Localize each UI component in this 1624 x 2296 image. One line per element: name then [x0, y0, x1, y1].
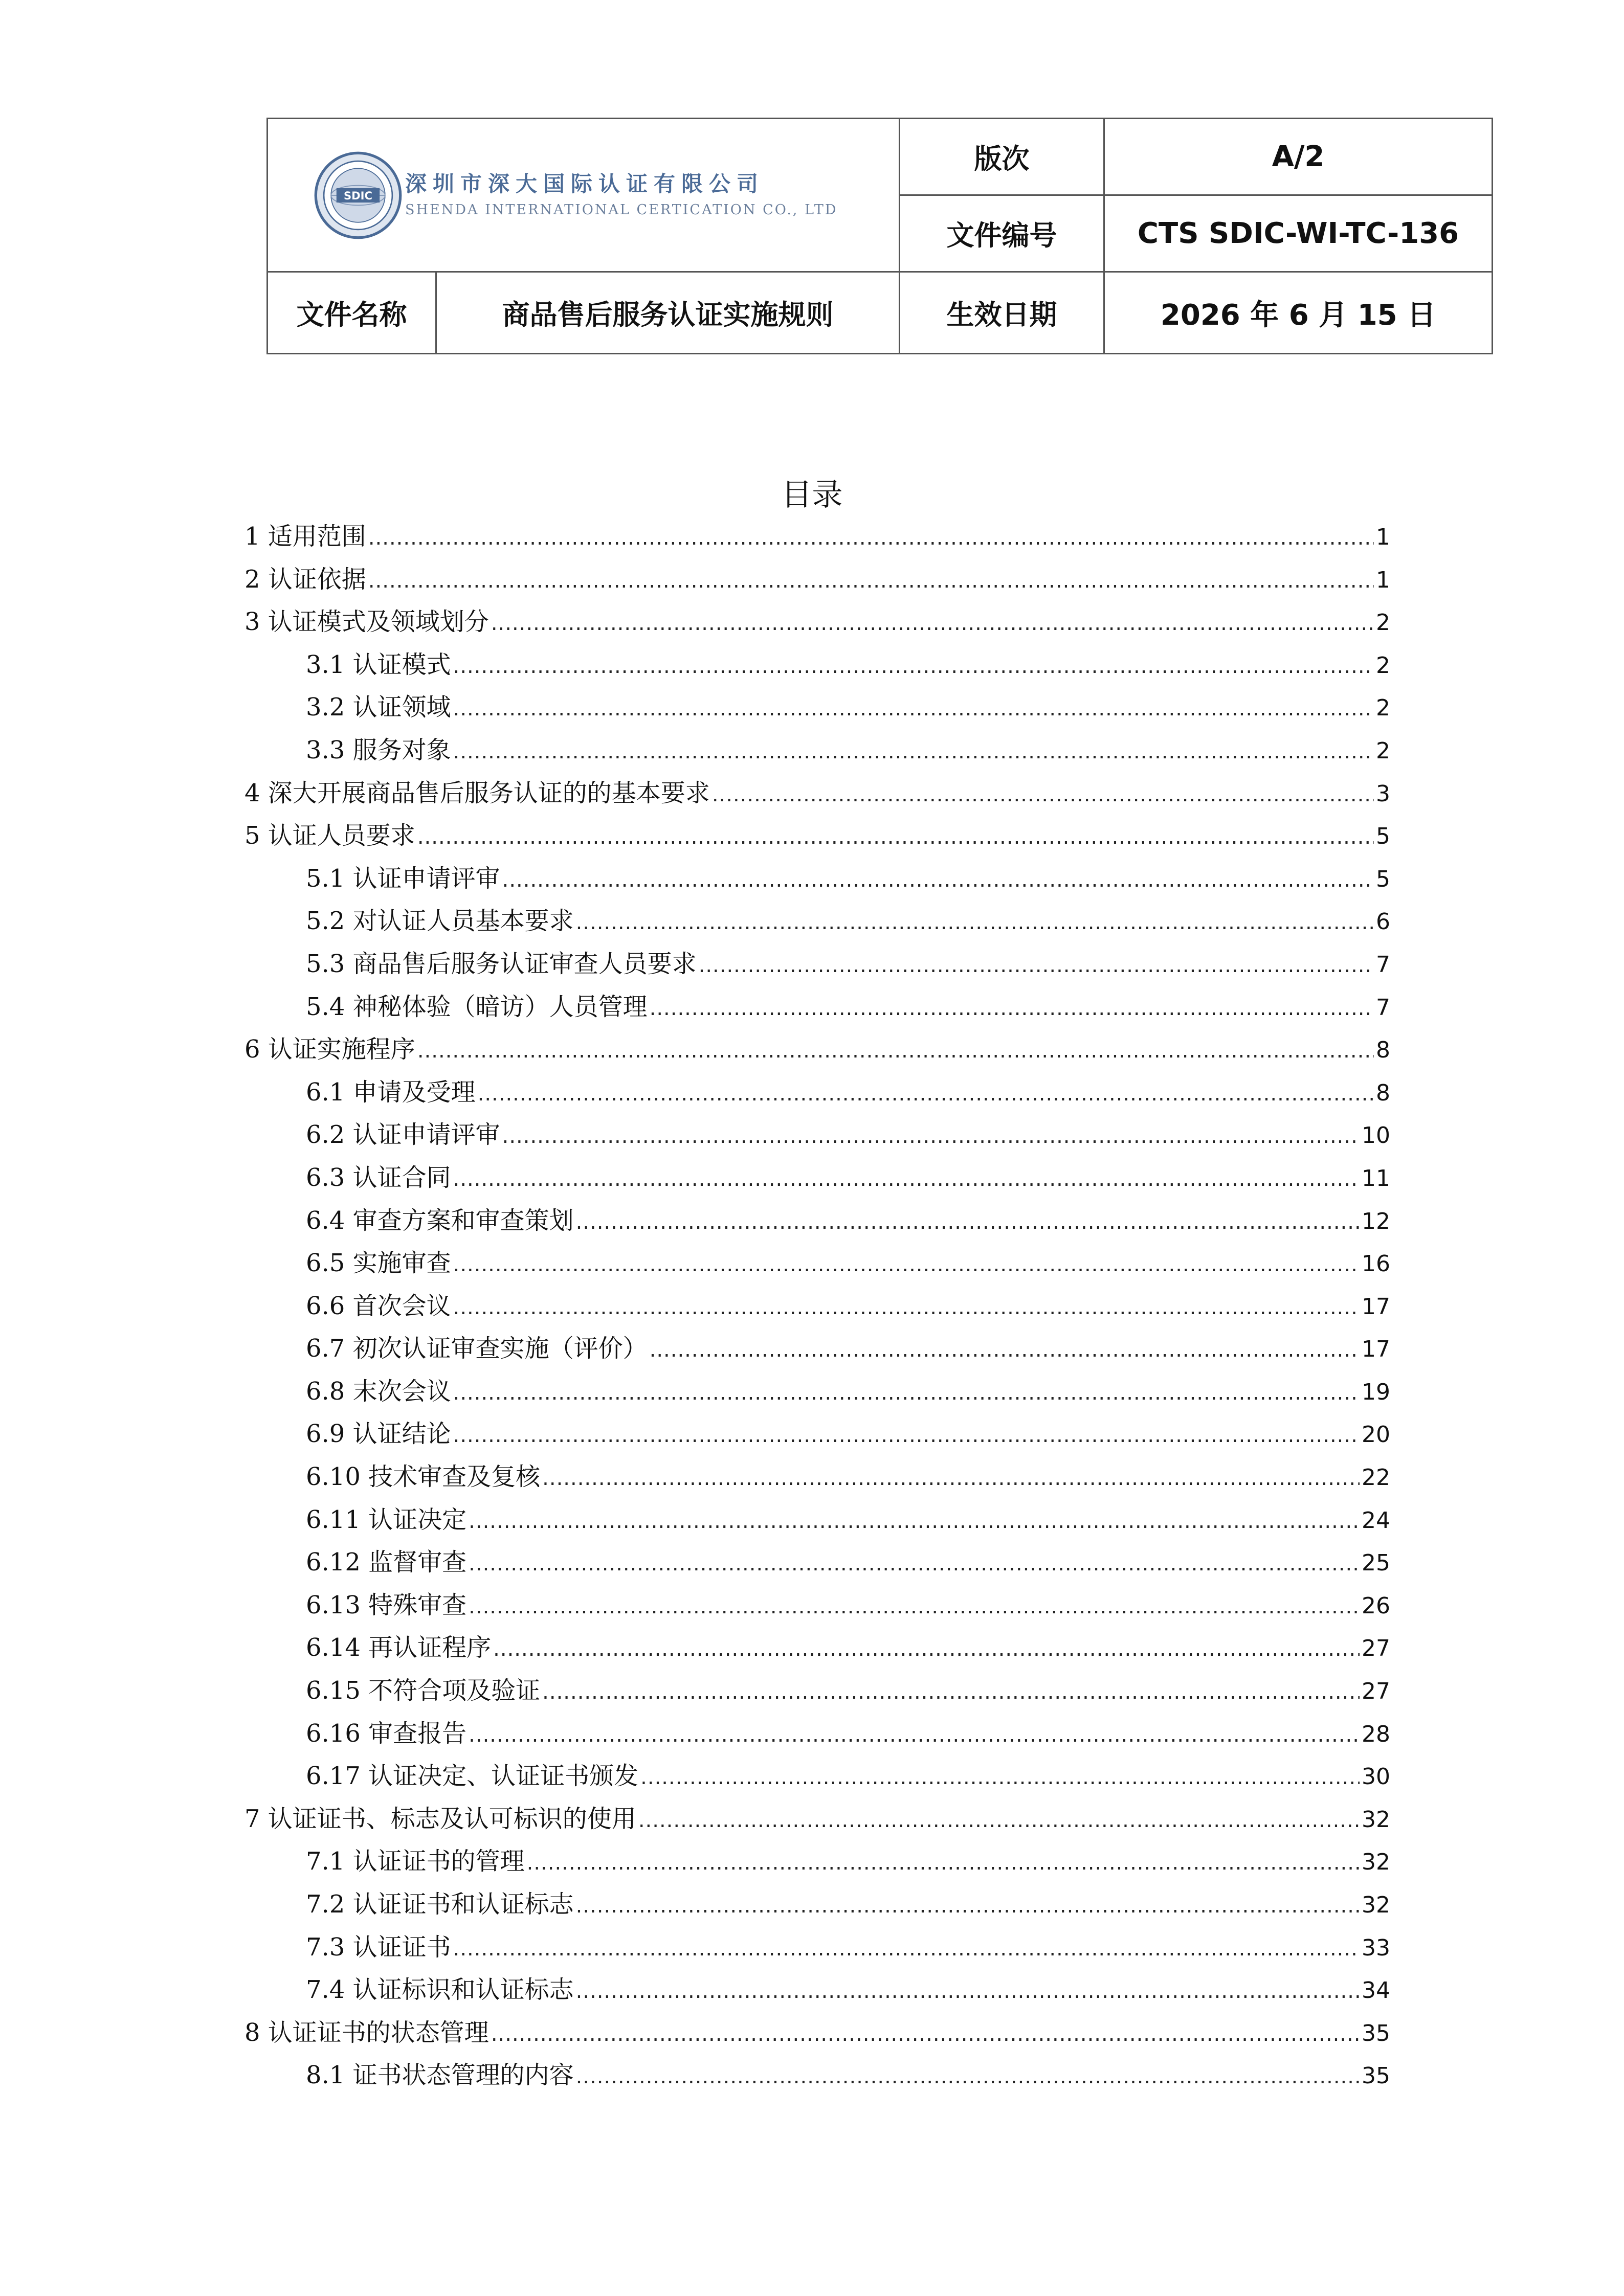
toc-entry-page: 5 — [1376, 823, 1390, 850]
toc-entry[interactable] — [244, 1243, 1390, 1286]
toc-entry[interactable] — [244, 1671, 1390, 1714]
toc-entry[interactable] — [244, 987, 1390, 1030]
toc-entry[interactable] — [244, 1884, 1390, 1927]
toc-entry[interactable] — [244, 1970, 1390, 2013]
toc-entry-page: 33 — [1362, 1934, 1390, 1961]
toc-list — [244, 516, 1390, 2098]
toc-leader-dots — [576, 2065, 1360, 2088]
toc-entry-label: 6.17 认证决定、认证证书颁发 — [306, 1762, 639, 1791]
doc-name-value: 商品售后服务认证实施规则 — [436, 272, 900, 354]
toc-entry-page: 5 — [1376, 866, 1390, 892]
toc-leader-dots — [502, 1124, 1360, 1148]
toc-entry-page: 17 — [1362, 1336, 1390, 1363]
toc-entry[interactable] — [244, 1457, 1390, 1500]
toc-leader-dots — [491, 612, 1374, 635]
toc-entry-label: 5.3 商品售后服务认证审查人员要求 — [306, 949, 697, 978]
toc-entry-label: 7.4 认证标识和认证标志 — [306, 1975, 574, 2005]
toc-entry[interactable] — [244, 1585, 1390, 1628]
toc-entry-page: 32 — [1362, 1849, 1390, 1876]
toc-entry-label: 6.10 技术审查及复核 — [306, 1462, 541, 1492]
toc-leader-dots — [469, 1552, 1360, 1575]
toc-leader-dots — [491, 2022, 1360, 2046]
toc-entry-page: 11 — [1362, 1165, 1390, 1191]
toc-entry-label: 6.7 初次认证审查实施（评价） — [306, 1334, 648, 1363]
toc-leader-dots — [453, 655, 1374, 678]
toc-entry-label: 7 认证证书、标志及认可标识的使用 — [244, 1804, 636, 1833]
toc-entry-label: 6.1 申请及受理 — [306, 1077, 476, 1107]
toc-entry[interactable] — [244, 559, 1390, 602]
toc-entry-page: 25 — [1362, 1550, 1390, 1577]
toc-entry-label: 5.4 神秘体验（暗访）人员管理 — [306, 992, 648, 1021]
toc-entry-label: 6.12 监督审查 — [306, 1548, 467, 1577]
toc-entry[interactable] — [244, 859, 1390, 902]
document-header-table — [266, 118, 1493, 354]
toc-entry[interactable] — [244, 645, 1390, 688]
toc-leader-dots — [527, 1851, 1360, 1875]
toc-entry-page: 27 — [1362, 1635, 1390, 1662]
toc-leader-dots — [638, 1809, 1360, 1832]
toc-entry[interactable] — [244, 1500, 1390, 1543]
toc-entry[interactable] — [244, 944, 1390, 987]
toc-entry-page: 27 — [1362, 1678, 1390, 1705]
toc-entry[interactable] — [244, 1201, 1390, 1244]
toc-leader-dots — [576, 1894, 1360, 1918]
toc-leader-dots — [640, 1766, 1360, 1789]
toc-entry[interactable] — [244, 1714, 1390, 1757]
toc-entry-page: 10 — [1362, 1122, 1390, 1149]
toc-entry-label: 6.2 认证申请评审 — [306, 1120, 500, 1150]
toc-entry-label: 6.14 再认证程序 — [306, 1633, 492, 1662]
toc-entry-page: 32 — [1362, 1892, 1390, 1918]
doc-number-value: CTS SDIC-WI-TC-136 — [1104, 195, 1493, 272]
toc-entry-label: 6.3 认证合同 — [306, 1163, 451, 1192]
toc-entry[interactable] — [244, 2013, 1390, 2056]
doc-name-label: 文件名称 — [268, 272, 436, 354]
toc-leader-dots — [502, 868, 1374, 892]
toc-leader-dots — [469, 1510, 1360, 1533]
toc-entry-label: 6.13 特殊审查 — [306, 1590, 467, 1619]
company-name-en: SHENDA INTERNATIONAL CERTICATION CO., LTD — [405, 202, 838, 218]
toc-entry[interactable] — [244, 1799, 1390, 1842]
toc-leader-dots — [650, 1338, 1360, 1362]
toc-title: 目录 — [781, 477, 843, 513]
toc-entry-label: 8.1 证书状态管理的内容 — [306, 2061, 574, 2090]
toc-leader-dots — [650, 997, 1374, 1020]
toc-entry-page: 19 — [1362, 1379, 1390, 1405]
toc-entry-label: 5.2 对认证人员基本要求 — [306, 907, 574, 936]
toc-entry[interactable] — [244, 1158, 1390, 1201]
toc-entry[interactable] — [244, 901, 1390, 944]
toc-entry-label: 7.3 认证证书 — [306, 1932, 451, 1962]
toc-leader-dots — [542, 1467, 1360, 1490]
toc-leader-dots — [368, 526, 1374, 550]
toc-entry-page: 16 — [1362, 1251, 1390, 1277]
toc-entry-label: 6.15 不符合项及验证 — [306, 1676, 541, 1705]
toc-entry-page: 7 — [1376, 951, 1390, 978]
toc-entry-label: 4 深大开展商品售后服务认证的的基本要求 — [244, 778, 710, 807]
toc-entry-label: 5.1 认证申请评审 — [306, 864, 500, 893]
toc-entry-label: 6.16 审查报告 — [306, 1719, 467, 1748]
toc-entry-page: 32 — [1362, 1806, 1390, 1833]
toc-entry[interactable] — [244, 1542, 1390, 1585]
toc-leader-dots — [576, 1210, 1360, 1234]
toc-entry-page: 24 — [1362, 1507, 1390, 1534]
company-logo-cell — [268, 119, 900, 272]
effective-date-value: 2026 年 6 月 15 日 — [1104, 272, 1493, 354]
toc-entry[interactable] — [244, 773, 1390, 816]
toc-entry-page: 1 — [1376, 567, 1390, 593]
toc-leader-dots — [576, 1979, 1360, 2003]
toc-entry-label: 7.1 认证证书的管理 — [306, 1847, 525, 1876]
toc-entry[interactable] — [244, 602, 1390, 645]
toc-entry[interactable] — [244, 1414, 1390, 1457]
toc-entry-page: 35 — [1362, 2020, 1390, 2046]
toc-leader-dots — [478, 1082, 1374, 1106]
toc-entry[interactable] — [244, 1841, 1390, 1884]
toc-entry-label: 3.2 认证领域 — [306, 693, 451, 722]
toc-leader-dots — [469, 1595, 1360, 1618]
company-name-cn: 深圳市深大国际认证有限公司 — [405, 171, 765, 196]
toc-entry[interactable] — [244, 1628, 1390, 1671]
effective-date-label: 生效日期 — [900, 272, 1104, 354]
toc-leader-dots — [453, 1167, 1360, 1191]
toc-entry-label: 6.5 实施审查 — [306, 1249, 451, 1278]
toc-leader-dots — [417, 825, 1374, 849]
toc-entry-page: 28 — [1362, 1721, 1390, 1747]
toc-entry-page: 26 — [1362, 1592, 1390, 1619]
toc-entry-label: 6.8 末次会议 — [306, 1377, 451, 1406]
toc-entry-page: 8 — [1376, 1037, 1390, 1064]
toc-leader-dots — [453, 697, 1374, 721]
toc-entry-page: 2 — [1376, 610, 1390, 636]
toc-entry-page: 2 — [1376, 737, 1390, 764]
toc-entry-page: 35 — [1362, 2063, 1390, 2089]
toc-entry-label: 1 适用范围 — [244, 522, 366, 551]
version-label: 版次 — [900, 119, 1104, 195]
toc-leader-dots — [453, 1381, 1360, 1405]
toc-leader-dots — [453, 1253, 1360, 1276]
toc-entry-page: 22 — [1362, 1465, 1390, 1491]
toc-entry-label: 3.1 认证模式 — [306, 650, 451, 679]
toc-leader-dots — [368, 569, 1374, 593]
toc-entry-page: 7 — [1376, 994, 1390, 1021]
toc-entry-label: 6.6 首次会议 — [306, 1291, 451, 1320]
toc-entry-page: 12 — [1362, 1208, 1390, 1234]
seal-text: SDIC — [343, 189, 373, 202]
toc-entry[interactable] — [244, 730, 1390, 773]
toc-entry-label: 7.2 认证证书和认证标志 — [306, 1890, 574, 1919]
toc-leader-dots — [712, 783, 1374, 806]
toc-entry[interactable] — [244, 516, 1390, 559]
toc-entry-label: 3 认证模式及领域划分 — [244, 607, 489, 637]
toc-entry[interactable] — [244, 1371, 1390, 1414]
toc-entry-page: 20 — [1362, 1422, 1390, 1448]
toc-leader-dots — [417, 1039, 1374, 1063]
toc-entry[interactable] — [244, 1115, 1390, 1158]
toc-leader-dots — [453, 1937, 1360, 1961]
toc-entry-page: 6 — [1376, 909, 1390, 935]
toc-entry[interactable] — [244, 1329, 1390, 1371]
toc-leader-dots — [453, 1296, 1360, 1319]
toc-leader-dots — [493, 1637, 1360, 1661]
toc-leader-dots — [469, 1723, 1360, 1747]
toc-entry-page: 17 — [1362, 1293, 1390, 1320]
toc-entry-label: 2 认证依据 — [244, 565, 366, 594]
toc-entry[interactable] — [244, 2055, 1390, 2098]
toc-entry[interactable] — [244, 816, 1390, 859]
toc-entry-label: 6.9 认证结论 — [306, 1420, 451, 1449]
toc-entry[interactable] — [244, 1756, 1390, 1799]
company-seal-icon — [313, 150, 403, 240]
toc-entry-page: 2 — [1376, 695, 1390, 722]
toc-leader-dots — [576, 911, 1374, 934]
toc-entry-page: 2 — [1376, 652, 1390, 679]
toc-leader-dots — [699, 954, 1374, 977]
toc-entry-page: 8 — [1376, 1079, 1390, 1106]
toc-entry[interactable] — [244, 1286, 1390, 1329]
toc-entry-page: 1 — [1376, 524, 1390, 550]
toc-entry[interactable] — [244, 1927, 1390, 1970]
toc-entry-label: 6.11 认证决定 — [306, 1505, 467, 1534]
toc-entry[interactable] — [244, 1029, 1390, 1072]
toc-entry-page: 30 — [1362, 1764, 1390, 1790]
toc-entry-page: 34 — [1362, 1977, 1390, 2004]
toc-entry-page: 3 — [1376, 780, 1390, 807]
toc-entry[interactable] — [244, 1072, 1390, 1115]
company-logo — [268, 150, 899, 240]
toc-entry[interactable] — [244, 687, 1390, 730]
toc-leader-dots — [453, 740, 1374, 763]
toc-leader-dots — [542, 1680, 1360, 1704]
toc-entry-label: 3.3 服务对象 — [306, 735, 451, 764]
toc-entry-label: 6.4 审查方案和审查策划 — [306, 1206, 574, 1235]
toc-entry-label: 5 认证人员要求 — [244, 821, 415, 850]
toc-leader-dots — [453, 1424, 1360, 1447]
toc-entry-label: 6 认证实施程序 — [244, 1035, 415, 1064]
doc-number-label: 文件编号 — [900, 195, 1104, 272]
version-value: A/2 — [1104, 119, 1493, 195]
toc-entry-label: 8 认证证书的状态管理 — [244, 2018, 489, 2047]
